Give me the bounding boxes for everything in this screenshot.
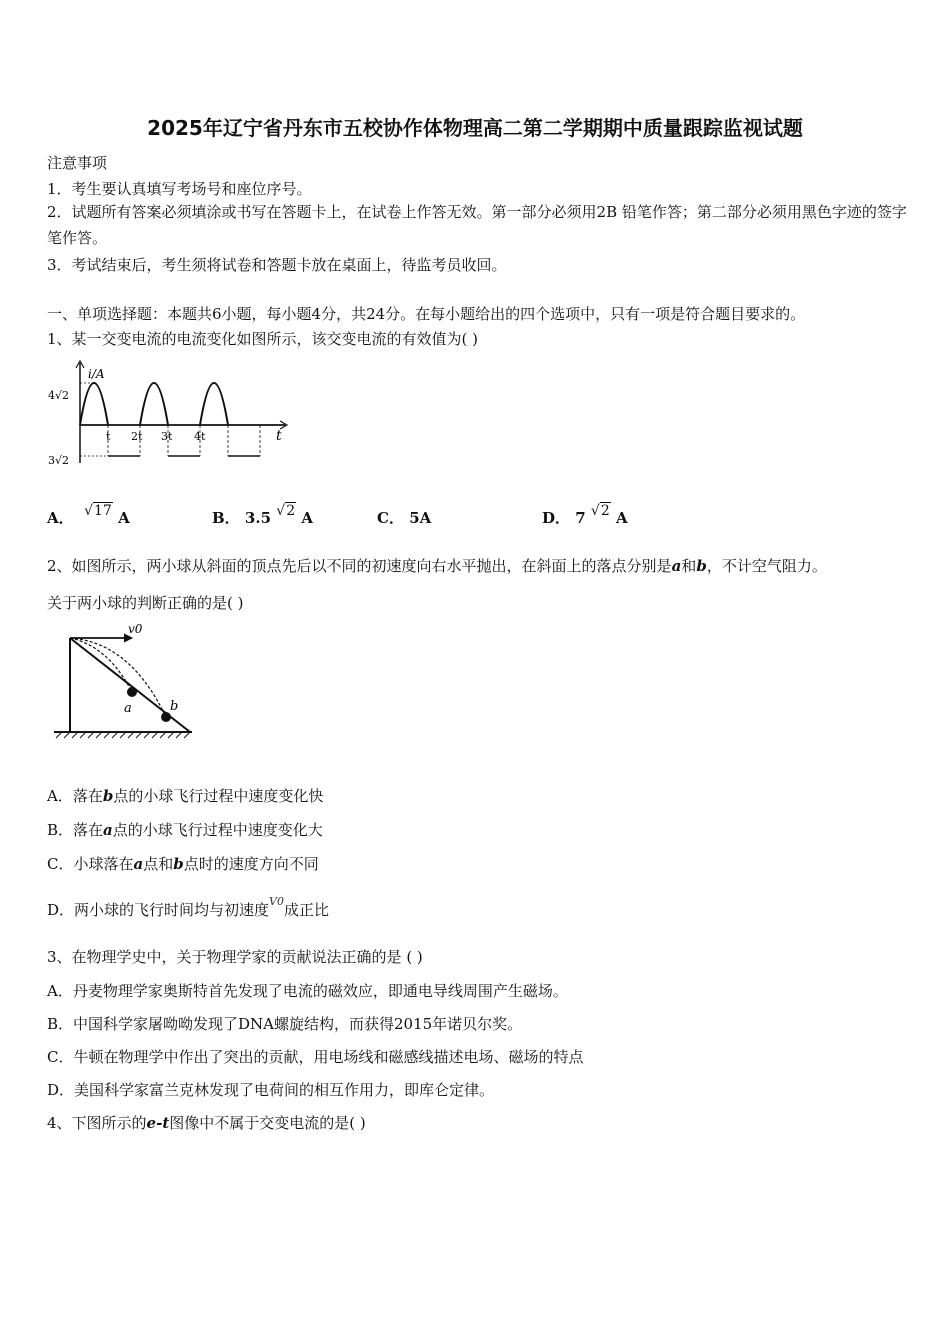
- q2-point-a-marker: [127, 687, 137, 697]
- q1-x-label: t: [276, 428, 282, 444]
- q2-stem-line2: 关于两小球的判断正确的是( ): [47, 594, 244, 612]
- q3-option-a[interactable]: A．丹麦物理学家奥斯特首先发现了电流的磁效应，即通电导线周围产生磁场。: [47, 982, 568, 1000]
- q3-option-c[interactable]: C．牛顿在物理学中作出了突出的贡献，用电场线和磁感线描述电场、磁场的特点: [47, 1048, 584, 1066]
- q2-v0-label: v0: [128, 622, 143, 636]
- q1-ac-current-graph: [47, 358, 292, 468]
- q1-option-b[interactable]: B． 3.5 √2 A: [212, 503, 313, 527]
- q3-stem: 3、在物理学史中，关于物理学家的贡献说法正确的是 ( ): [47, 948, 423, 966]
- q1-hump-3: [200, 383, 228, 425]
- section-heading: 一、单项选择题：本题共6小题，每小题4分，共24分。在每小题给出的四个选项中，只有一项是符合题目要求的。: [47, 305, 806, 323]
- q2-option-a[interactable]: A．落在b点的小球飞行过程中速度变化快: [47, 787, 324, 805]
- notice-item-3: 3．考试结束后，考生须将试卷和答题卡放在桌面上，待监考员收回。: [47, 256, 507, 274]
- sqrt-symbol: √2: [276, 503, 296, 519]
- q1-neg-level-label: 3√2: [48, 454, 70, 467]
- q1-y-label: i/A: [88, 367, 105, 381]
- q1-tick-4t: 4t: [194, 430, 206, 443]
- sqrt-symbol: √2: [590, 503, 610, 519]
- q2-option-c[interactable]: C．小球落在a点和b点时的速度方向不同: [47, 855, 319, 873]
- q1-tick-3t: 3t: [161, 430, 173, 443]
- q1-tick-2t: 2t: [131, 430, 143, 443]
- sqrt-symbol: √17: [84, 503, 112, 519]
- exam-title: 2025年辽宁省丹东市五校协作体物理高二第二学期期中质量跟踪监视试题: [147, 116, 803, 140]
- q1-stem: 1、某一交变电流的电流变化如图所示，该交变电流的有效值为( ): [47, 330, 479, 348]
- q1-hump-1: [80, 383, 108, 425]
- q2-stem: 2、如图所示，两小球从斜面的顶点先后以不同的初速度向右水平抛出，在斜面上的落点分别是a和b，不计空气阻力。: [47, 557, 827, 575]
- q1-hump-2: [140, 383, 168, 425]
- q1-option-d[interactable]: D． 7 √2 A: [542, 503, 628, 527]
- q3-option-b[interactable]: B．中国科学家屠呦呦发现了DNA螺旋结构，而获得2015年诺贝尔奖。: [47, 1015, 523, 1033]
- q1-pos-peak-label: 4√2: [48, 389, 70, 402]
- q2-option-d[interactable]: D．两小球的飞行时间均与初速度$^{V0}$成正比: [47, 895, 329, 919]
- q2-point-b-label: b: [170, 699, 179, 714]
- notice-heading: 注意事项: [47, 154, 108, 172]
- notice-item-2: 2．试题所有答案必须填涂或书写在答题卡上，在试卷上作答无效。第一部分必须用2B 铅笔作答；第二部分必须用黑色字迹的签字笔作答。: [47, 203, 907, 247]
- q2-incline: [70, 638, 190, 732]
- q1-tick-t: t: [106, 430, 111, 443]
- q2-option-b[interactable]: B．落在a点的小球飞行过程中速度变化大: [47, 821, 323, 839]
- q2-incline-figure: [50, 620, 200, 745]
- v0-symbol: V0: [269, 895, 284, 908]
- q1-option-c[interactable]: C． 5A: [377, 509, 432, 527]
- q3-option-d[interactable]: D．美国科学家富兰克林发现了电荷间的相互作用力，即库仑定律。: [47, 1081, 495, 1099]
- q4-stem: 4、下图所示的e-t图像中不属于交变电流的是( ): [47, 1114, 366, 1132]
- q2-point-a-label: a: [124, 701, 132, 716]
- q1-option-a[interactable]: A． √17 A: [47, 503, 130, 527]
- notice-item-1: 1．考生要认真填写考场号和座位序号。: [47, 180, 312, 198]
